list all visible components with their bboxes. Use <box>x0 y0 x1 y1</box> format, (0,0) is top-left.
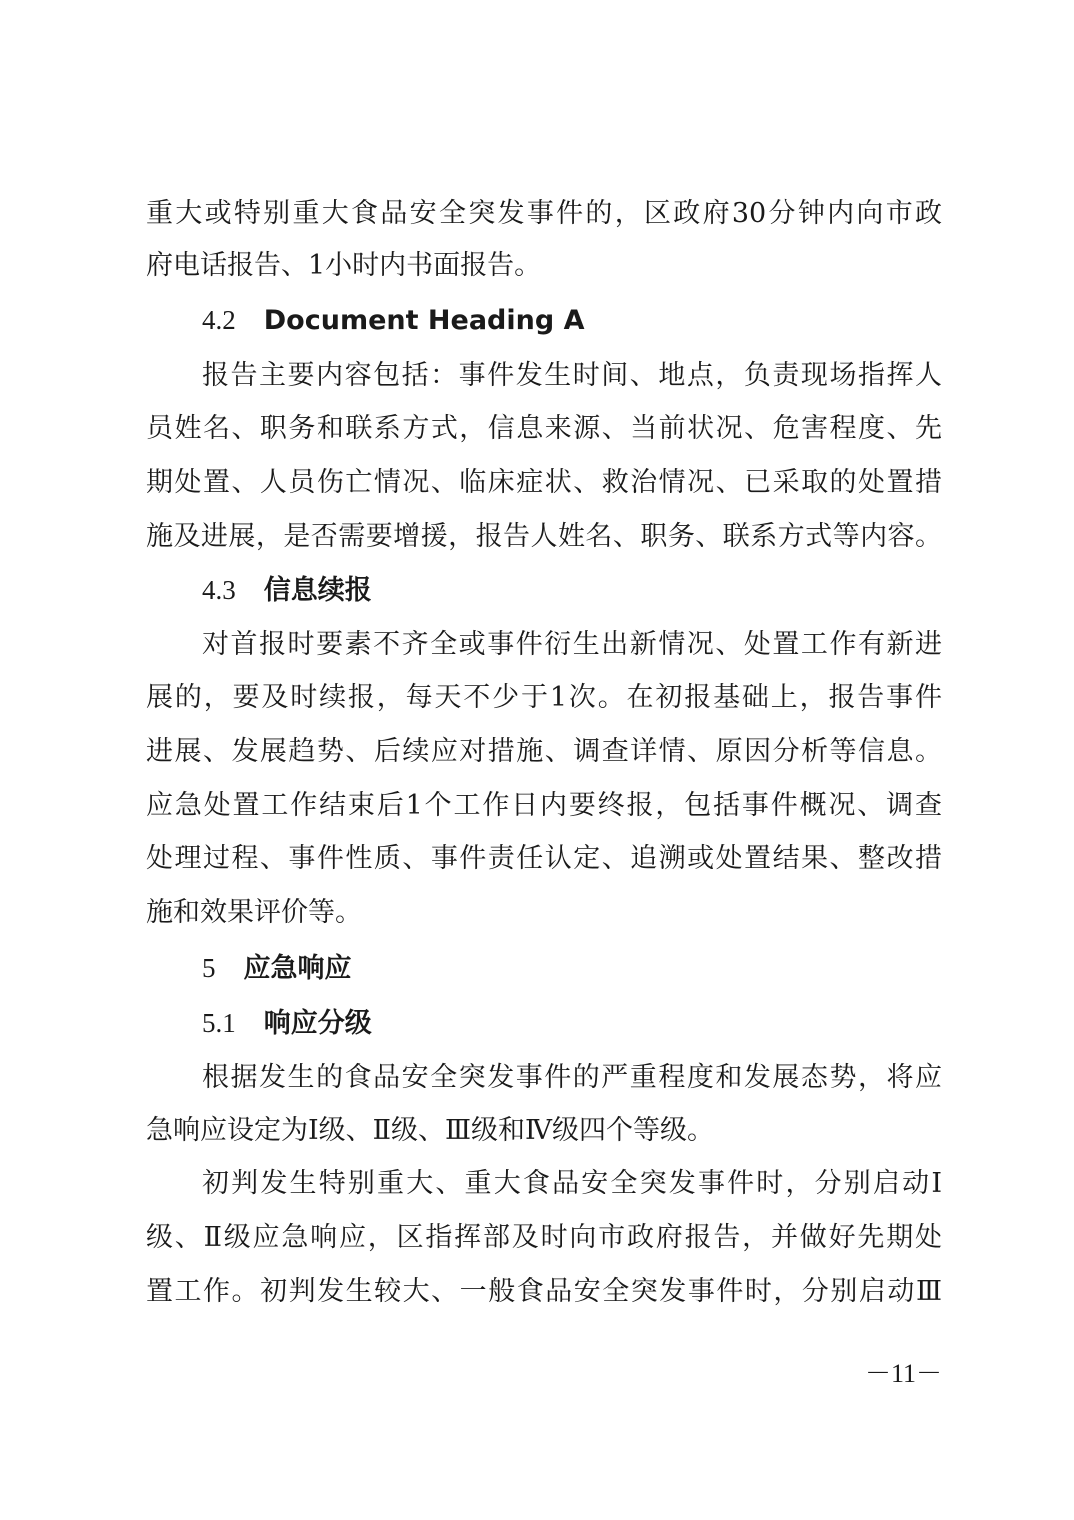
section-title: 信息续报 <box>263 575 372 606</box>
paragraph-line: 应急处置工作结束后1个工作日内要终报，包括事件概况、调查 <box>146 790 942 821</box>
paragraph-line: 根据发生的食品安全突发事件的严重程度和发展态势，将应 <box>202 1062 942 1093</box>
paragraph-line: 施和效果评价等。 <box>146 897 362 928</box>
paragraph-line: 急响应设定为Ⅰ级、Ⅱ级、Ⅲ级和Ⅳ级四个等级。 <box>146 1115 715 1146</box>
paragraph-line: 施及进展，是否需要增援，报告人姓名、职务、联系方式等内容。 <box>146 521 942 552</box>
paragraph-line: 重大或特别重大食品安全突发事件的，区政府30分钟内向市政 <box>146 198 942 229</box>
section-number: 4.2 <box>202 305 236 335</box>
paragraph-line: 报告主要内容包括：事件发生时间、地点，负责现场指挥人 <box>202 360 942 391</box>
section-number: 5 <box>202 953 216 983</box>
paragraph-line: 员姓名、职务和联系方式，信息来源、当前状况、危害程度、先 <box>146 413 942 444</box>
section-number: 4.3 <box>202 575 236 605</box>
paragraph-line: 初判发生特别重大、重大食品安全突发事件时，分别启动Ⅰ <box>202 1168 942 1199</box>
section-number: 5.1 <box>202 1008 236 1038</box>
section-heading-4-2 <box>202 296 584 344</box>
paragraph-line: 置工作。初判发生较大、一般食品安全突发事件时，分别启动Ⅲ <box>146 1276 942 1307</box>
paragraph-line: 期处置、人员伤亡情况、临床症状、救治情况、已采取的处置措 <box>146 467 942 498</box>
section-heading-5 <box>202 944 352 992</box>
paragraph-line: 级、Ⅱ级应急响应，区指挥部及时向市政府报告，并做好先期处 <box>146 1222 942 1253</box>
paragraph-line: 处理过程、事件性质、事件责任认定、追溯或处置结果、整改措 <box>146 843 942 874</box>
page-number: －11－ <box>864 1359 942 1388</box>
section-title: 响应分级 <box>263 1008 372 1039</box>
paragraph-line: 进展、发展趋势、后续应对措施、调查详情、原因分析等信息。 <box>146 736 942 767</box>
paragraph-line: 府电话报告、1小时内书面报告。 <box>146 250 542 281</box>
paragraph-line: 对首报时要素不齐全或事件衍生出新情况、处置工作有新进 <box>202 629 942 660</box>
section-title: Document Heading A <box>263 305 585 336</box>
paragraph-line: 展的，要及时续报，每天不少于1次。在初报基础上，报告事件 <box>146 682 942 713</box>
section-heading-4-3 <box>202 566 372 614</box>
section-heading-5-1 <box>202 999 372 1047</box>
section-title: 应急响应 <box>243 953 352 984</box>
